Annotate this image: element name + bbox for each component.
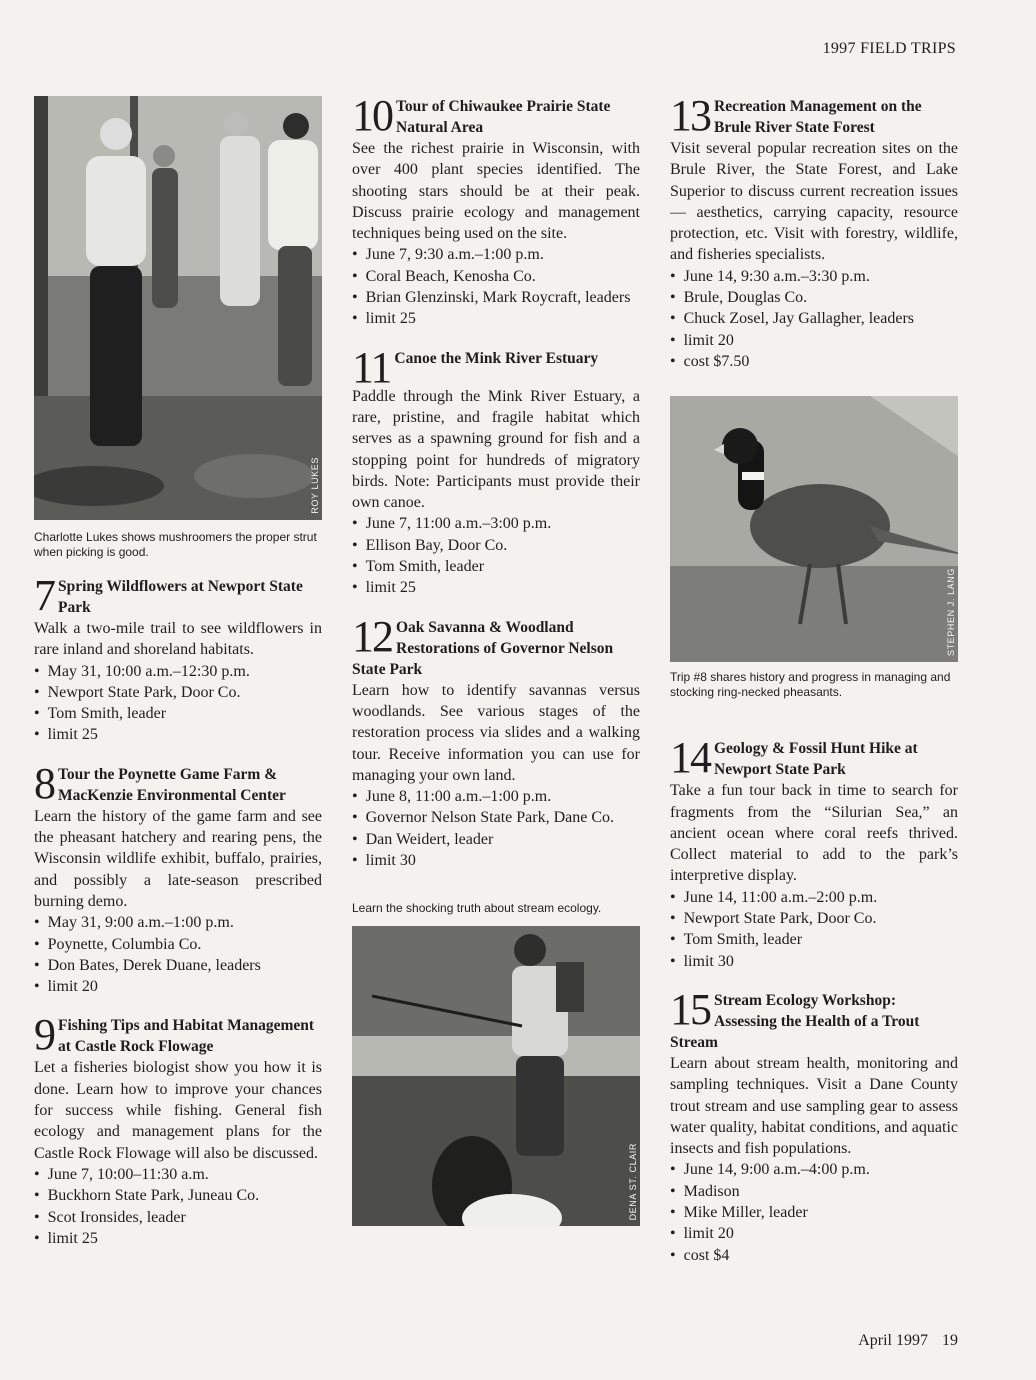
trip-leader: • Scot Ironsides, leader: [34, 1207, 322, 1228]
trip-number: 13: [670, 96, 710, 138]
mushroom-photo-image: [34, 96, 322, 520]
trip-description: Let a fisheries biologist show you how it is done. Learn how to improve your chances for success while fishing. General fish ecology and management plans for the Castle Rock Flowage will also be discussed.: [34, 1059, 322, 1162]
trip-description: Visit several popular recreation sites on the Brule River, the State Forest, and Lake Superior to discuss current recreation issues — aesthetics, carrying capacity, resource protection, etc. Visit with forestry, wildlife, and fisheries specialists.: [670, 140, 958, 264]
trip-cost: • cost $7.50: [670, 351, 958, 372]
column-middle: [352, 96, 640, 1226]
trip-details: [352, 513, 640, 598]
trip-date: • June 14, 9:30 a.m.–3:30 p.m.: [670, 266, 958, 287]
trip-15: [670, 990, 958, 1266]
trip-leader: • Brian Glenzinski, Mark Roycraft, leaders: [352, 287, 640, 308]
page-number: 19: [942, 1332, 958, 1349]
trip-date: • May 31, 9:00 a.m.–1:00 p.m.: [34, 912, 322, 933]
trip-date: • June 8, 11:00 a.m.–1:00 p.m.: [352, 786, 640, 807]
trip-location: • Newport State Park, Door Co.: [670, 908, 958, 929]
trip-title: Recreation Management on the Brule River State Forest: [714, 98, 922, 136]
trip-number: 7: [34, 576, 54, 618]
trip-description: Paddle through the Mink River Estuary, a rare, pristine, and fragile habitat which serves as a spawning ground for fish and a stopping point for hundreds of migratory birds. Note: Participants must provide their own canoe.: [352, 387, 640, 512]
pheasant-photo-image: [670, 396, 958, 662]
trip-limit: • limit 25: [352, 308, 640, 329]
mushroom-caption: Charlotte Lukes shows mushroomers the proper strut when picking is good.: [34, 530, 317, 559]
stream-caption: Learn the shocking truth about stream ecology.: [352, 901, 602, 916]
trip-details: [352, 786, 640, 871]
trip-limit: • limit 30: [670, 951, 958, 972]
mushroom-photo: [34, 96, 322, 520]
trip-limit: • limit 25: [34, 1228, 322, 1249]
trip-date: • June 14, 9:00 a.m.–4:00 p.m.: [670, 1159, 958, 1180]
photo-credit: STEPHEN J. LANG: [946, 568, 956, 657]
trip-leader: • Don Bates, Derek Duane, leaders: [34, 955, 322, 976]
trip-location: • Coral Beach, Kenosha Co.: [352, 266, 640, 287]
trip-limit: • limit 25: [34, 724, 322, 745]
trip-date: • June 7, 9:30 a.m.–1:00 p.m.: [352, 244, 640, 265]
trip-limit: • limit 20: [34, 976, 322, 997]
trip-leader: • Tom Smith, leader: [352, 556, 640, 577]
column-left: [34, 96, 322, 1267]
trip-number: 9: [34, 1015, 54, 1058]
trip-number: 10: [352, 96, 392, 138]
trip-location: • Newport State Park, Door Co.: [34, 682, 322, 703]
trip-details: [670, 1159, 958, 1265]
trip-number: 15: [670, 989, 710, 1034]
trip-9: [34, 1015, 322, 1249]
trip-13: [670, 96, 958, 372]
page-footer: [844, 1332, 958, 1350]
trip-11: [352, 348, 640, 599]
trip-14: [670, 738, 958, 972]
trip-details: [34, 661, 322, 746]
trip-details: [352, 244, 640, 329]
trip-title: Oak Savanna & Woodland Restorations of Governor Nelson State Park: [352, 618, 614, 678]
trip-location: • Buckhorn State Park, Juneau Co.: [34, 1185, 322, 1206]
stream-photo: [352, 926, 640, 1226]
trip-title: Geology & Fossil Hunt Hike at Newport State Park: [714, 740, 918, 779]
trip-8: [34, 764, 322, 998]
trip-title: Tour the Poynette Game Farm & MacKenzie Environmental Center: [58, 765, 286, 804]
trip-10: [352, 96, 640, 330]
trip-location: • Ellison Bay, Door Co.: [352, 535, 640, 556]
section-header: 1997 FIELD TRIPS: [822, 40, 956, 57]
trip-limit: • limit 25: [352, 577, 640, 598]
trip-description: Take a fun tour back in time to search for fragments from the “Silurian Sea,” an ancient ocean where coral reefs thrived. Collect material to add to the park’s interpretive display.: [670, 782, 958, 885]
trip-date: • June 14, 11:00 a.m.–2:00 p.m.: [670, 887, 958, 908]
trip-title: Spring Wildflowers at Newport State Park: [58, 578, 303, 616]
trip-description: See the richest prairie in Wisconsin, with over 400 plant species identified. The shooting stars should be at their peak. Discuss prairie ecology and management techniques being used on the site.: [352, 140, 640, 243]
issue-date: April 1997: [858, 1332, 928, 1349]
trip-number: 12: [352, 616, 392, 661]
trip-number: 14: [670, 738, 710, 781]
trip-cost: • cost $4: [670, 1245, 958, 1266]
trip-location: • Brule, Douglas Co.: [670, 287, 958, 308]
trip-date: • May 31, 10:00 a.m.–12:30 p.m.: [34, 661, 322, 682]
stream-photo-image: [352, 926, 640, 1226]
trip-details: [34, 912, 322, 997]
trip-description: Learn how to identify savannas versus woodlands. See various stages of the restoration process via slides and a walking tour. Receive information you can use for managing your own land.: [352, 681, 640, 784]
trip-description: Walk a two-mile trail to see wildflowers in rare inland and shoreland habitats.: [34, 620, 322, 659]
trip-number: 8: [34, 763, 54, 806]
trip-leader: • Tom Smith, leader: [670, 929, 958, 950]
trip-leader: • Dan Weidert, leader: [352, 829, 640, 850]
trip-title: Stream Ecology Workshop: Assessing the Health of a Trout Stream: [670, 991, 920, 1051]
trip-description: Learn about stream health, monitoring and sampling techniques. Visit a Dane County trout stream and use sampling gear to assess water quality, habitat conditions, and aquatic insects and fish populations.: [670, 1054, 958, 1158]
trip-limit: • limit 30: [352, 850, 640, 871]
trip-date: • June 7, 10:00–11:30 a.m.: [34, 1164, 322, 1185]
trip-location: • Poynette, Columbia Co.: [34, 934, 322, 955]
trip-limit: • limit 20: [670, 330, 958, 351]
trip-number: 11: [352, 347, 391, 386]
trip-leader: • Tom Smith, leader: [34, 703, 322, 724]
trip-limit: • limit 20: [670, 1223, 958, 1244]
trip-details: [670, 266, 958, 372]
trip-date: • June 7, 11:00 a.m.–3:00 p.m.: [352, 513, 640, 534]
trip-location: • Governor Nelson State Park, Dane Co.: [352, 807, 640, 828]
column-right: [670, 96, 958, 1284]
trip-description: Learn the history of the game farm and see the pheasant hatchery and rearing pens, the Wisconsin wildlife exhibit, buffalo, prairies, and possibly a late-season prescribed burning demo.: [34, 807, 322, 910]
trip-leader: • Mike Miller, leader: [670, 1202, 958, 1223]
pheasant-photo: [670, 396, 958, 662]
trip-title: Fishing Tips and Habitat Management at Castle Rock Flowage: [58, 1017, 315, 1056]
trip-details: [670, 887, 958, 972]
trip-details: [34, 1164, 322, 1249]
photo-credit: DENA ST. CLAIR: [628, 1142, 638, 1221]
trip-12: [352, 617, 640, 872]
trip-7: [34, 576, 322, 746]
trip-title: Canoe the Mink River Estuary: [394, 349, 599, 367]
photo-credit: ROY LUKES: [310, 457, 320, 514]
trip-title: Tour of Chiwaukee Prairie State Natural Area: [396, 98, 611, 136]
trip-leader: • Chuck Zosel, Jay Gallagher, leaders: [670, 308, 958, 329]
trip-location: • Madison: [670, 1181, 958, 1202]
pheasant-caption: Trip #8 shares history and progress in managing and stocking ring-necked pheasants.: [670, 670, 951, 700]
